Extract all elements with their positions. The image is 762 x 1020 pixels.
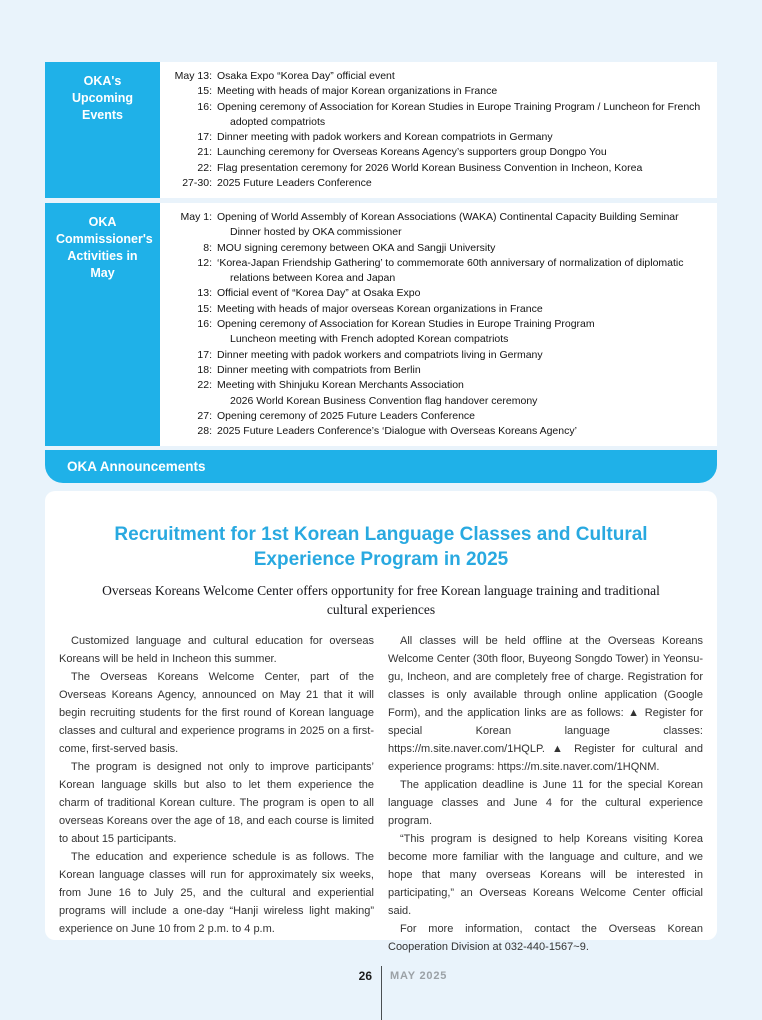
footer-divider bbox=[381, 966, 382, 1020]
activity-subtext: 2026 World Korean Business Convention flag handover ceremony bbox=[230, 394, 538, 407]
article-paragraph: The program is designed not only to improve participants’ Korean language skills but also to let them experience the charm of traditional Korean culture. The program is open to all overseas Koreans over the age of 18, and each course is limited to about 15 participants. bbox=[59, 761, 374, 845]
event-text: Opening ceremony of Association for Korean Studies in Europe Training Program / Luncheon for French adopted compatriots bbox=[217, 100, 701, 128]
event-text: Osaka Expo “Korea Day” official event bbox=[217, 70, 395, 82]
event-date: 15: bbox=[197, 85, 212, 98]
event-row bbox=[172, 145, 707, 160]
article-paragraph: The education and experience schedule is as follows. The Korean language classes will run for approximately six weeks, from June 16 to July 25, and the cultural and experiential programs will include a one-day “Hanji wireless light making” experience on June 10 from 2 p.m. to 4 p.m. bbox=[59, 851, 374, 935]
commissioner-activities-section bbox=[45, 203, 717, 446]
activity-text: Opening of World Assembly of Korean Associations (WAKA) Continental Capacity Building Seminar bbox=[217, 211, 679, 223]
article-column-left bbox=[59, 632, 374, 956]
activity-row bbox=[172, 409, 707, 424]
event-row bbox=[172, 130, 707, 145]
activity-text: ‘Korea-Japan Friendship Gathering’ to commemorate 60th anniversary of normalization of diplomatic relations between Korea and Japan bbox=[217, 256, 684, 285]
event-text: Flag presentation ceremony for 2026 World Korean Business Convention in Incheon, Korea bbox=[217, 161, 643, 174]
article-paragraph: Customized language and cultural education for overseas Koreans will be held in Incheon this summer. bbox=[59, 635, 374, 665]
activity-row bbox=[172, 317, 707, 348]
activity-date: 22: bbox=[197, 379, 212, 392]
activity-row bbox=[172, 210, 707, 241]
activity-date: 28: bbox=[197, 425, 212, 438]
activity-date: 13: bbox=[197, 287, 212, 300]
article-title: Recruitment for 1st Korean Language Classes and Cultural Experience Program in 2025 bbox=[114, 524, 648, 570]
event-date: 17: bbox=[197, 131, 212, 144]
event-row bbox=[172, 176, 707, 191]
activity-text: Opening ceremony of 2025 Future Leaders Conference bbox=[217, 409, 475, 422]
activity-date: 18: bbox=[197, 363, 212, 376]
article-paragraph: The Overseas Koreans Welcome Center, part of the Overseas Koreans Agency, announced on May 21 that it will begin recruiting students for the first round of Korean language classes and cultural and experience programs in 2025 on a first-come, first-served basis. bbox=[59, 671, 374, 755]
article-panel bbox=[45, 491, 717, 953]
activity-date: 27: bbox=[197, 409, 212, 422]
event-row bbox=[172, 84, 707, 99]
upcoming-events-list bbox=[160, 62, 717, 198]
event-row bbox=[172, 69, 707, 84]
activity-subtext: Dinner hosted by OKA commissioner bbox=[230, 226, 402, 239]
event-date: May 13: bbox=[174, 70, 212, 82]
commissioner-activities-heading: OKA Commissioner's Activities in May bbox=[45, 203, 160, 446]
event-date: 16: bbox=[197, 100, 212, 113]
activity-date: 16: bbox=[197, 318, 212, 331]
event-text: Meeting with heads of major Korean organizations in France bbox=[217, 85, 498, 98]
article-paragraph: All classes will be held offline at the Overseas Koreans Welcome Center (30th floor, Buyeong Songdo Tower) in Yeonsu-gu, Incheon, and are completely free of charge. Registration for classes is only available through online application (Google Form), and the application links are as follows: ▲ Register for special Korean language classes: https://m.site.naver.com/1HQLP. ▲ Register for cultural and experience programs: https://m.site.naver.com/1HQNM. bbox=[388, 635, 703, 773]
activity-date: 17: bbox=[197, 348, 212, 361]
event-text: Launching ceremony for Overseas Koreans Agency’s supporters group Dongpo You bbox=[217, 146, 607, 159]
event-row bbox=[172, 100, 707, 131]
activity-row bbox=[172, 348, 707, 363]
activity-date: May 1: bbox=[180, 211, 212, 223]
activity-row bbox=[172, 256, 707, 287]
article-column-right bbox=[388, 632, 703, 956]
activity-date: 12: bbox=[197, 256, 212, 269]
event-date: 21: bbox=[197, 146, 212, 159]
event-text: Dinner meeting with padok workers and Korean compatriots in Germany bbox=[217, 131, 553, 144]
issue-label: MAY 2025 bbox=[390, 970, 448, 982]
activity-row bbox=[172, 363, 707, 378]
activity-row bbox=[172, 302, 707, 317]
activity-row bbox=[172, 424, 707, 439]
commissioner-activities-list bbox=[160, 203, 717, 446]
announcements-bar bbox=[45, 450, 717, 483]
event-date: 22: bbox=[197, 161, 212, 174]
page-number: 26 bbox=[358, 969, 372, 983]
activity-text: 2025 Future Leaders Conference’s ‘Dialogue with Overseas Koreans Agency’ bbox=[217, 425, 577, 438]
event-text: 2025 Future Leaders Conference bbox=[217, 177, 372, 190]
activity-text: Opening ceremony of Association for Korean Studies in Europe Training Program bbox=[217, 318, 595, 331]
article-paragraph: “This program is designed to help Koreans visiting Korea become more familiar with the language and culture, and we hope that many overseas Koreans will be interested in participating,” an Overseas Koreans Welcome Center official said. bbox=[388, 833, 703, 917]
activity-text: Official event of “Korea Day” at Osaka Expo bbox=[217, 287, 421, 300]
event-date: 27-30: bbox=[182, 177, 212, 190]
activity-subtext: Luncheon meeting with French adopted Korean compatriots bbox=[230, 333, 509, 346]
event-row bbox=[172, 161, 707, 176]
activity-row bbox=[172, 378, 707, 409]
activity-text: Meeting with heads of major overseas Korean organizations in France bbox=[217, 302, 543, 315]
article-paragraph: The application deadline is June 11 for the special Korean language classes and June 4 for the cultural experience program. bbox=[388, 779, 703, 827]
activity-date: 8: bbox=[203, 241, 212, 254]
activity-text: MOU signing ceremony between OKA and Sangji University bbox=[217, 241, 496, 254]
article-subtitle: Overseas Koreans Welcome Center offers opportunity for free Korean language training and traditional cultural experiences bbox=[102, 583, 660, 617]
activity-text: Dinner meeting with compatriots from Berlin bbox=[217, 363, 421, 376]
article-paragraph: For more information, contact the Overseas Korean Cooperation Division at 032-440-1567~9. bbox=[388, 923, 703, 953]
upcoming-events-heading: OKA's Upcoming Events bbox=[45, 62, 160, 198]
activity-row bbox=[172, 241, 707, 256]
activity-date: 15: bbox=[197, 302, 212, 315]
activity-text: Dinner meeting with padok workers and compatriots living in Germany bbox=[217, 348, 543, 361]
upcoming-events-section bbox=[45, 62, 717, 198]
article-columns bbox=[57, 632, 705, 956]
activity-text: Meeting with Shinjuku Korean Merchants Association bbox=[217, 379, 464, 392]
announcements-bar-label: OKA Announcements bbox=[67, 459, 206, 474]
activity-row bbox=[172, 286, 707, 301]
